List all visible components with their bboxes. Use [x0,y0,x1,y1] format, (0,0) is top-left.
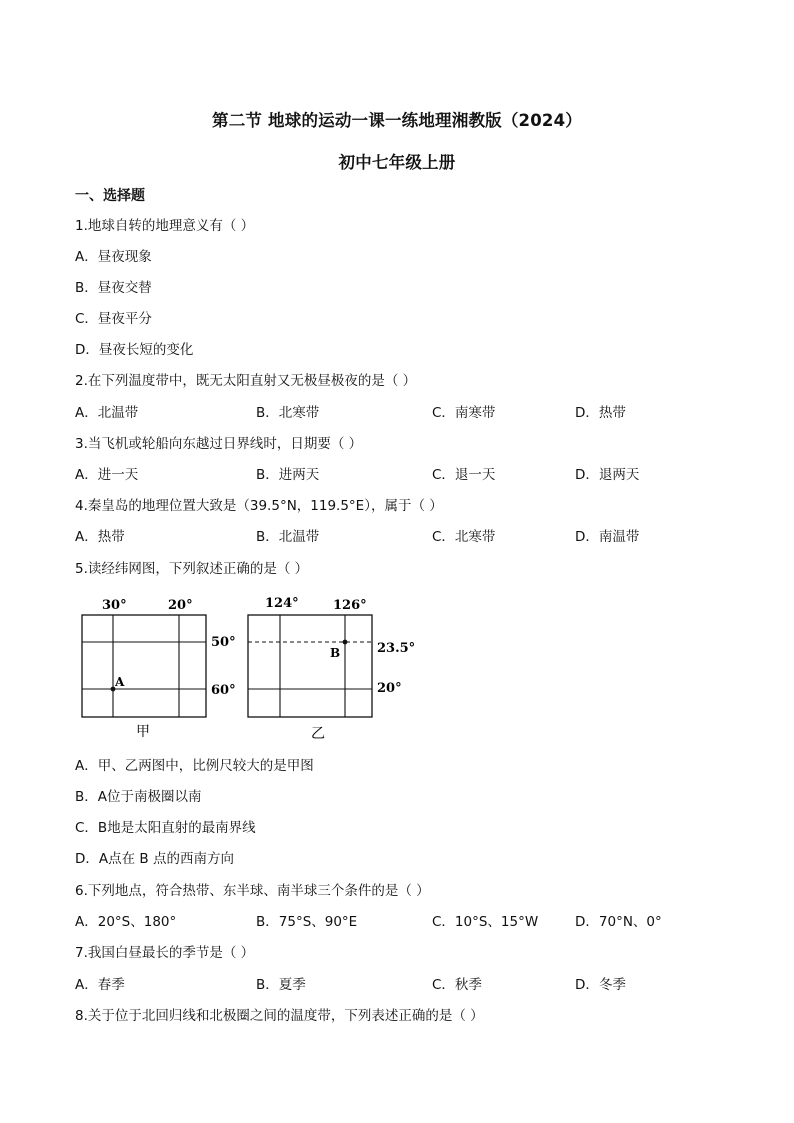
map-yi-label-23-5: 23.5° [377,641,416,656]
question-2-option-c: C．南寒带 [432,405,496,421]
question-3-option-a: A．进一天 [75,467,139,483]
question-5-stem: 5.读经纬网图，下列叙述正确的是（ ） [75,561,309,577]
map-yi-label-20: 20° [377,681,402,696]
question-3-option-b: B．进两天 [256,467,320,483]
map-yi [248,596,415,742]
question-4-stem: 4.秦皇岛的地理位置大致是（39.5°N，119.5°E），属于（ ） [75,498,443,514]
map-jia-label-30: 30° [102,598,127,613]
document-subtitle: 初中七年级上册 [338,153,456,172]
question-2-stem: 2.在下列温度带中，既无太阳直射又无极昼极夜的是（ ） [75,373,417,389]
question-4-option-b: B．北温带 [256,529,320,545]
question-5-option-d: D．A点在 B 点的西南方向 [75,851,234,867]
question-2-option-a: A．北温带 [75,405,139,421]
map-yi-label-124: 124° [265,596,299,611]
question-3-stem: 3.当飞机或轮船向东越过日界线时，日期要（ ） [75,436,363,452]
map-jia-caption: 甲 [136,724,150,740]
question-3-option-d: D．退两天 [575,467,640,483]
question-4-option-a: A．热带 [75,529,125,545]
lat-lon-grid-diagram [75,590,425,750]
question-2-option-d: D．热带 [575,405,626,421]
map-yi-label-126: 126° [333,598,367,613]
question-7-option-b: B．夏季 [256,977,306,993]
question-6-option-b: B．75°S、90°E [256,914,358,930]
document-title: 第二节 地球的运动一课一练地理湘教版（2024） [212,111,582,130]
question-4-option-c: C．北寒带 [432,529,496,545]
question-5-option-c: C．B地是太阳直射的最南界线 [75,820,256,836]
question-6-option-c: C．10°S、15°W [432,914,539,930]
question-7-stem: 7.我国白昼最长的季节是（ ） [75,945,255,961]
question-6-stem: 6.下列地点，符合热带、东半球、南半球三个条件的是（ ） [75,883,430,899]
map-jia-label-50: 50° [211,635,236,650]
question-1-stem: 1.地球自转的地理意义有（ ） [75,218,255,234]
question-1-option-b: B．昼夜交替 [75,280,152,296]
section-heading: 一、选择题 [75,188,145,204]
question-2-option-b: B．北寒带 [256,405,320,421]
question-1-option-c: C．昼夜平分 [75,311,152,327]
question-5-option-a: A．甲、乙两图中，比例尺较大的是甲图 [75,758,314,774]
point-b-marker [343,640,348,645]
question-6-option-d: D．70°N、0° [575,914,662,930]
question-6-option-a: A．20°S、180° [75,914,177,930]
question-3-option-c: C．退一天 [432,467,496,483]
question-8-stem: 8.关于位于北回归线和北极圈之间的温度带，下列表述正确的是（ ） [75,1008,484,1024]
question-5-option-b: B．A位于南极圈以南 [75,789,202,805]
map-jia-label-60: 60° [211,683,236,698]
point-a-label: A [115,675,125,689]
map-yi-frame [248,615,372,717]
question-7-option-c: C．秋季 [432,977,482,993]
map-jia [82,598,236,740]
question-4-option-d: D．南温带 [575,529,640,545]
map-yi-caption: 乙 [311,726,325,742]
map-jia-label-20: 20° [168,598,193,613]
question-1-option-a: A．昼夜现象 [75,249,152,265]
point-b-label: B [330,646,341,660]
map-jia-frame [82,615,206,717]
question-1-option-d: D．昼夜长短的变化 [75,342,194,358]
question-7-option-a: A．春季 [75,977,125,993]
question-7-option-d: D．冬季 [575,977,626,993]
